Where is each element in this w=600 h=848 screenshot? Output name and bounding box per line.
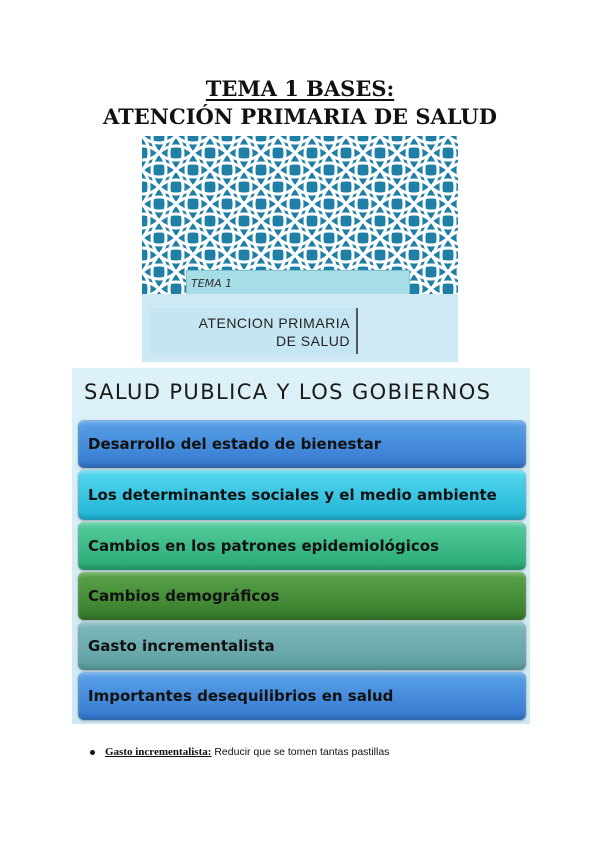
- list-item: Desarrollo del estado de bienestar: [78, 420, 526, 468]
- cover-slide: [142, 136, 458, 362]
- cover-title: [150, 308, 358, 354]
- tema-label: TEMA 1: [186, 270, 410, 296]
- page-title-line2: ATENCIÓN PRIMARIA DE SALUD: [103, 104, 497, 129]
- cover-title-line2: DE SALUD: [275, 333, 350, 349]
- list-item: Gasto incrementalista: [78, 622, 526, 670]
- list-item: Los determinantes sociales y el medio ambiente: [78, 470, 526, 520]
- list-item: Cambios en los patrones epidemiológicos: [78, 522, 526, 570]
- salud-publica-slide: [72, 368, 530, 724]
- list-item: Importantes desequilibrios en salud: [78, 672, 526, 720]
- page-title-line1: TEMA 1 BASES:: [205, 76, 395, 101]
- cover-title-line1: ATENCION PRIMARIA: [198, 315, 350, 331]
- bullet-text: Reducir que se tomen tantas pastillas: [211, 746, 390, 758]
- list-item: Cambios demográficos: [78, 572, 526, 620]
- bullet-term: Gasto incrementalista:: [105, 746, 212, 758]
- bullet-note: [90, 746, 389, 758]
- bullet-icon: [90, 750, 95, 755]
- slide-title: SALUD PUBLICA Y LOS GOBIERNOS: [84, 380, 492, 404]
